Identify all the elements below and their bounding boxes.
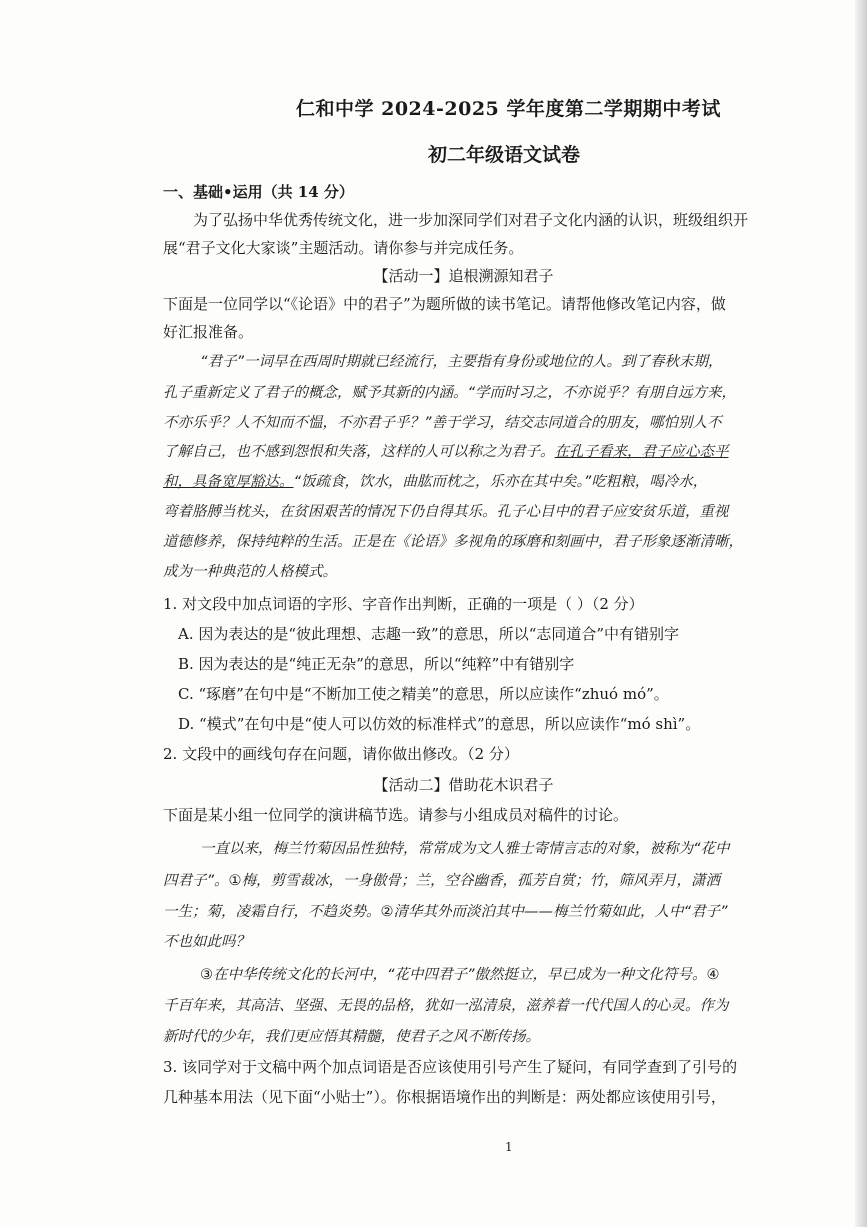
speech-line-3: 一生；菊，凌霜自行，不趋炎势。②清华其外而淡泊其中——梅兰竹菊如此，人中“君子” [163,904,728,920]
activity1-lead-1: 下面是一位同学以“《论语》中的君子”为题所做的读书笔记。请帮他修改笔记内容，做 [163,295,726,313]
intro-line-2: 展“君子文化大家谈”主题活动。请你参与并完成任务。 [163,239,524,257]
notes-line-5-text: “饭疏食，饮水，曲肱而枕之，乐亦在其中矣。”吃粗粮，喝冷水， [293,474,708,490]
speech-line-6: 千百年来，其高洁、坚强、无畏的品格，犹如一泓清泉，滋养着一代代国人的心灵。作为 [163,998,729,1014]
scan-edge-shadow [855,0,867,1227]
notes-line-1: “君子”一词早在西周时期就已经流行，主要指有身份或地位的人。到了春秋末期， [200,354,723,370]
speech-line-1: 一直以来，梅兰竹菊因品性独特，常常成为文人雅士寄情言志的对象，被称为“花中 [200,841,730,857]
question-3-line-1: 3. 该同学对于文稿中两个加点词语是否应该使用引号产生了疑问，有同学查到了引号的 [163,1058,738,1076]
question-1-stem: 1. 对文段中加点词语的字形、字音作出判断，正确的一项是（ ）（2 分） [163,595,644,613]
notes-line-8: 成为一种典范的人格模式。 [163,564,337,580]
exam-title: 仁和中学 2024-2025 学年度第二学期期中考试 [296,98,721,120]
notes-line-6: 弯着胳膊当枕头，在贫困艰苦的情况下仍自得其乐。孔子心目中的君子应安贫乐道，重视 [163,504,729,520]
activity1-heading: 【活动一】追根溯源知君子 [373,267,554,285]
underlined-sentence-part-2: 和，具备宽厚豁达。 [163,474,294,490]
question-1-option-a: A. 因为表达的是“彼此理想、志趣一致”的意思，所以“志同道合”中有错别字 [178,625,680,643]
question-3-line-2: 几种基本用法（见下面“小贴士”）。你根据语境作出的判断是：两处都应该使用引号， [163,1088,726,1106]
notes-line-5 [163,473,707,491]
notes-line-7: 道德修养，保持纯粹的生活。正是在《论语》多视角的琢磨和刻画中，君子形象逐渐清晰， [163,534,743,550]
page-number: 1 [505,1140,513,1154]
notes-line-2: 孔子重新定义了君子的概念，赋予其新的内涵。“学而时习之，不亦说乎？有朋自远方来， [163,385,737,401]
notes-line-4-text: 了解自己，也不感到怨恨和失落，这样的人可以称之为君子。 [163,444,555,460]
intro-line-1: 为了弘扬中华优秀传统文化，进一步加深同学们对君子文化内涵的认识，班级组织开 [193,211,749,229]
question-2-stem: 2. 文段中的画线句存在问题，请你做出修改。（2 分） [163,745,519,763]
speech-line-2: 四君子”。①梅，剪雪裁冰，一身傲骨；兰，空谷幽香，孤芳自赏；竹，筛风弄月，潇洒 [163,873,721,889]
speech-line-4: 不也如此吗？ [163,934,250,950]
section-heading: 一、基础•运用（共 14 分） [163,183,354,201]
notes-line-4 [163,443,729,461]
activity2-heading: 【活动二】借助花木识君子 [373,776,554,794]
activity1-lead-2: 好汇报准备。 [163,323,254,341]
speech-line-7: 新时代的少年，我们更应悟其精髓，使君子之风不断传扬。 [163,1029,540,1045]
question-1-option-c: C. “琢磨”在句中是“不断加工使之精美”的意思，所以应读作“zhuó mó”。 [178,685,669,703]
speech-line-5: ③在中华传统文化的长河中，“花中四君子”傲然挺立，早已成为一种文化符号。④ [200,967,720,983]
notes-line-3: 不亦乐乎？人不知而不愠，不亦君子乎？”善于学习，结交志同道合的朋友，哪怕别人不 [163,415,722,431]
activity2-lead: 下面是某小组一位同学的演讲稿节选。请参与小组成员对稿件的讨论。 [163,806,629,824]
question-1-option-b: B. 因为表达的是“纯正无杂”的意思，所以“纯粹”中有错别字 [178,655,575,673]
exam-subtitle: 初二年级语文试卷 [428,144,581,166]
underlined-sentence-part-1: 在孔子看来，君子应心态平 [554,444,729,460]
question-1-option-d: D. “模式”在句中是“使人可以仿效的标准样式”的意思，所以应读作“mó shì”。 [178,715,701,733]
